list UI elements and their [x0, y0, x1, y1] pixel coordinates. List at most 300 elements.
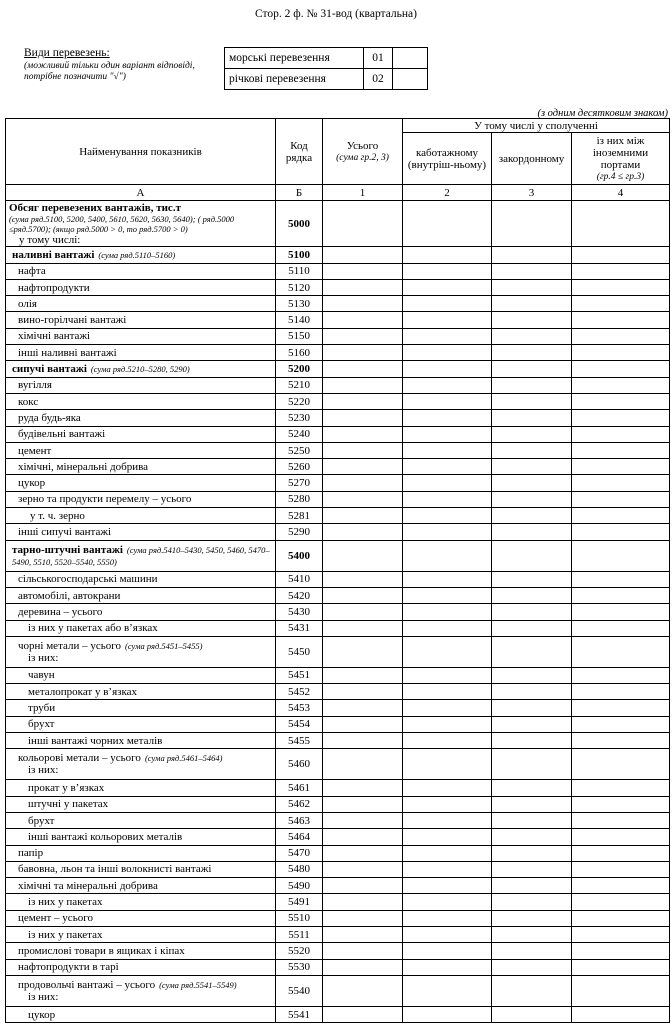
- total-cell[interactable]: [323, 700, 403, 716]
- row-code: 5480: [276, 861, 323, 877]
- row-name: [6, 604, 276, 620]
- table-row: [6, 571, 670, 587]
- row-name-text: штучні у пакетах: [28, 798, 109, 811]
- foreign-ports-cell[interactable]: [572, 620, 670, 636]
- foreign-ports-cell[interactable]: [572, 749, 670, 780]
- row-name: [6, 263, 276, 279]
- cabotage-cell[interactable]: [403, 201, 492, 247]
- cabotage-cell[interactable]: [403, 475, 492, 491]
- row-name-text: бавовна, льон та інші волокнисті вантажі: [18, 863, 212, 876]
- foreign-ports-cell[interactable]: [572, 587, 670, 603]
- row-name-text: вугілля: [18, 379, 52, 392]
- foreign-ports-cell[interactable]: [572, 377, 670, 393]
- cabotage-cell[interactable]: [403, 426, 492, 442]
- river-transport-checkbox[interactable]: [393, 69, 428, 90]
- total-cell[interactable]: [323, 377, 403, 393]
- total-cell[interactable]: [323, 829, 403, 845]
- total-cell[interactable]: [323, 604, 403, 620]
- table-row: [6, 312, 670, 328]
- row-code: 5100: [276, 247, 323, 263]
- row-code: 5491: [276, 894, 323, 910]
- cabotage-cell[interactable]: [403, 345, 492, 361]
- foreign-ports-cell[interactable]: [572, 475, 670, 491]
- header-foreign-ports-note: (гр.4 ≤ гр.3): [596, 171, 645, 182]
- row-code: 5464: [276, 829, 323, 845]
- row-name: [6, 279, 276, 295]
- foreign-ports-cell[interactable]: [572, 943, 670, 959]
- cabotage-cell[interactable]: [403, 459, 492, 475]
- row-name-text: цемент – усього: [18, 912, 93, 925]
- row-name: [6, 943, 276, 959]
- header-total: [323, 119, 403, 185]
- foreign-cell[interactable]: [492, 845, 572, 861]
- cabotage-cell[interactable]: [403, 716, 492, 732]
- row-name-text: брухт: [28, 814, 55, 827]
- foreign-ports-cell[interactable]: [572, 571, 670, 587]
- transport-kind-label: Види перевезень:: [24, 47, 110, 59]
- foreign-cell[interactable]: [492, 410, 572, 426]
- row-name: [6, 247, 276, 263]
- cabotage-cell[interactable]: [403, 975, 492, 1006]
- foreign-cell[interactable]: [492, 345, 572, 361]
- row-name-text: хімічні вантажі: [18, 330, 91, 343]
- cabotage-cell[interactable]: [403, 812, 492, 828]
- total-cell[interactable]: [323, 910, 403, 926]
- cabotage-cell[interactable]: [403, 361, 492, 377]
- table-row: [6, 878, 670, 894]
- row-name-text: нафтопродукти: [18, 281, 90, 294]
- total-cell[interactable]: [323, 684, 403, 700]
- row-name-text: металопрокат у в’язках: [28, 685, 138, 698]
- total-cell[interactable]: [323, 780, 403, 796]
- cabotage-cell[interactable]: [403, 845, 492, 861]
- cabotage-cell[interactable]: [403, 312, 492, 328]
- cabotage-cell[interactable]: [403, 733, 492, 749]
- total-cell[interactable]: [323, 636, 403, 667]
- foreign-ports-cell[interactable]: [572, 975, 670, 1006]
- cabotage-cell[interactable]: [403, 377, 492, 393]
- table-row: [6, 361, 670, 377]
- header-including: У тому числі у сполученні: [403, 119, 670, 133]
- table-row: [6, 975, 670, 1006]
- foreign-ports-cell[interactable]: [572, 312, 670, 328]
- row-name: [6, 829, 276, 845]
- table-row: [6, 345, 670, 361]
- foreign-cell[interactable]: [492, 587, 572, 603]
- foreign-ports-cell[interactable]: [572, 459, 670, 475]
- sea-transport-checkbox[interactable]: [393, 48, 428, 69]
- row-name-text: руда будь-яка: [18, 411, 81, 424]
- row-name: [6, 700, 276, 716]
- table-row: [6, 247, 670, 263]
- cabotage-cell[interactable]: [403, 296, 492, 312]
- cabotage-cell[interactable]: [403, 700, 492, 716]
- total-cell[interactable]: [323, 733, 403, 749]
- foreign-cell[interactable]: [492, 377, 572, 393]
- total-cell[interactable]: [323, 878, 403, 894]
- foreign-cell[interactable]: [492, 700, 572, 716]
- row-code: 5240: [276, 426, 323, 442]
- total-cell[interactable]: [323, 894, 403, 910]
- foreign-cell[interactable]: [492, 312, 572, 328]
- row-name: [6, 812, 276, 828]
- row-code: 5431: [276, 620, 323, 636]
- table-row: [6, 716, 670, 732]
- total-cell[interactable]: [323, 201, 403, 247]
- total-cell[interactable]: [323, 620, 403, 636]
- row-name-text: автомобілі, автокрани: [18, 589, 121, 602]
- foreign-ports-cell[interactable]: [572, 959, 670, 975]
- foreign-cell[interactable]: [492, 475, 572, 491]
- total-cell[interactable]: [323, 393, 403, 409]
- foreign-cell[interactable]: [492, 524, 572, 540]
- foreign-cell[interactable]: [492, 975, 572, 1006]
- foreign-cell[interactable]: [492, 459, 572, 475]
- transport-kind-code: 01: [364, 48, 393, 69]
- total-cell[interactable]: [323, 361, 403, 377]
- foreign-cell[interactable]: [492, 491, 572, 507]
- foreign-ports-cell[interactable]: [572, 279, 670, 295]
- foreign-cell[interactable]: [492, 894, 572, 910]
- total-cell[interactable]: [323, 459, 403, 475]
- foreign-cell[interactable]: [492, 296, 572, 312]
- total-cell[interactable]: [323, 296, 403, 312]
- total-cell[interactable]: [323, 345, 403, 361]
- foreign-cell[interactable]: [492, 926, 572, 942]
- row-name-text: інші сипучі вантажі: [18, 525, 112, 538]
- foreign-ports-cell[interactable]: [572, 700, 670, 716]
- foreign-ports-cell[interactable]: [572, 636, 670, 667]
- header-total-label: Усього: [346, 139, 379, 152]
- total-cell[interactable]: [323, 442, 403, 458]
- cargo-table: [5, 118, 670, 1023]
- row-name-text: інші наливні вантажі: [18, 346, 117, 359]
- row-code: 5260: [276, 459, 323, 475]
- foreign-ports-cell[interactable]: [572, 796, 670, 812]
- foreign-cell[interactable]: [492, 1006, 572, 1022]
- cabotage-cell[interactable]: [403, 508, 492, 524]
- row-code: 5140: [276, 312, 323, 328]
- total-cell[interactable]: [323, 508, 403, 524]
- table-row: [6, 620, 670, 636]
- total-cell[interactable]: [323, 475, 403, 491]
- row-name-text: зерно та продукти перемелу – усього: [18, 493, 192, 506]
- total-cell[interactable]: [323, 845, 403, 861]
- row-code: 5410: [276, 571, 323, 587]
- page-title: Стор. 2 ф. № 31-вод (квартальна): [255, 8, 417, 20]
- row-code: 5220: [276, 393, 323, 409]
- foreign-ports-cell[interactable]: [572, 780, 670, 796]
- total-cell[interactable]: [323, 524, 403, 540]
- row-name: [6, 361, 276, 377]
- row-name-text: хімічні та мінеральні добрива: [18, 879, 158, 892]
- row-name: [6, 508, 276, 524]
- row-code: 5210: [276, 377, 323, 393]
- total-cell[interactable]: [323, 796, 403, 812]
- cabotage-cell[interactable]: [403, 894, 492, 910]
- total-cell[interactable]: [323, 491, 403, 507]
- foreign-ports-cell[interactable]: [572, 1006, 670, 1022]
- total-cell[interactable]: [323, 410, 403, 426]
- transport-kind-note: (можливий тільки один варіант відповіді, потрібне позначити "√"): [24, 61, 195, 82]
- foreign-cell[interactable]: [492, 959, 572, 975]
- row-name-text: цемент: [18, 444, 52, 457]
- row-name-text: нафта: [18, 265, 46, 278]
- foreign-ports-cell[interactable]: [572, 667, 670, 683]
- row-name-text: чавун: [28, 669, 55, 682]
- table-row: [6, 328, 670, 344]
- foreign-cell[interactable]: [492, 201, 572, 247]
- foreign-ports-cell[interactable]: [572, 894, 670, 910]
- cabotage-cell[interactable]: [403, 393, 492, 409]
- row-name-text: продовольчі вантажі – усього: [18, 978, 156, 991]
- table-row: [6, 861, 670, 877]
- foreign-cell[interactable]: [492, 279, 572, 295]
- row-code: 5130: [276, 296, 323, 312]
- row-code: 5430: [276, 604, 323, 620]
- row-name: [6, 894, 276, 910]
- foreign-cell[interactable]: [492, 910, 572, 926]
- cabotage-cell[interactable]: [403, 263, 492, 279]
- foreign-cell[interactable]: [492, 943, 572, 959]
- total-cell[interactable]: [323, 959, 403, 975]
- foreign-ports-cell[interactable]: [572, 733, 670, 749]
- foreign-ports-cell[interactable]: [572, 604, 670, 620]
- table-row: [6, 604, 670, 620]
- total-cell[interactable]: [323, 943, 403, 959]
- foreign-cell[interactable]: [492, 393, 572, 409]
- cabotage-cell[interactable]: [403, 749, 492, 780]
- foreign-ports-cell[interactable]: [572, 247, 670, 263]
- foreign-cell[interactable]: [492, 829, 572, 845]
- total-cell[interactable]: [323, 247, 403, 263]
- foreign-ports-cell[interactable]: [572, 910, 670, 926]
- foreign-ports-cell[interactable]: [572, 684, 670, 700]
- foreign-cell[interactable]: [492, 442, 572, 458]
- row-name-text: будівельні вантажі: [18, 428, 106, 441]
- cabotage-cell[interactable]: [403, 796, 492, 812]
- foreign-ports-cell[interactable]: [572, 491, 670, 507]
- foreign-cell[interactable]: [492, 604, 572, 620]
- transport-kind-code: 02: [364, 69, 393, 90]
- foreign-cell[interactable]: [492, 620, 572, 636]
- row-code: 5530: [276, 959, 323, 975]
- table-row: [6, 1006, 670, 1022]
- foreign-cell[interactable]: [492, 812, 572, 828]
- cabotage-cell[interactable]: [403, 636, 492, 667]
- foreign-ports-cell[interactable]: [572, 361, 670, 377]
- cabotage-cell[interactable]: [403, 247, 492, 263]
- foreign-cell[interactable]: [492, 636, 572, 667]
- foreign-cell[interactable]: [492, 878, 572, 894]
- foreign-ports-cell[interactable]: [572, 345, 670, 361]
- foreign-cell[interactable]: [492, 780, 572, 796]
- foreign-ports-cell[interactable]: [572, 716, 670, 732]
- row-code: 5454: [276, 716, 323, 732]
- foreign-cell[interactable]: [492, 716, 572, 732]
- foreign-ports-cell[interactable]: [572, 524, 670, 540]
- foreign-cell[interactable]: [492, 540, 572, 571]
- cabotage-cell[interactable]: [403, 587, 492, 603]
- cabotage-cell[interactable]: [403, 829, 492, 845]
- foreign-cell[interactable]: [492, 796, 572, 812]
- table-row: [6, 263, 670, 279]
- total-cell[interactable]: [323, 279, 403, 295]
- row-name: [6, 716, 276, 732]
- row-code: 5120: [276, 279, 323, 295]
- total-cell[interactable]: [323, 312, 403, 328]
- row-code: 5150: [276, 328, 323, 344]
- transport-kind-section: [24, 47, 214, 83]
- total-cell[interactable]: [323, 926, 403, 942]
- total-cell[interactable]: [323, 426, 403, 442]
- row-name-text: із них у пакетах або в’язках: [28, 622, 158, 635]
- total-cell[interactable]: [323, 975, 403, 1006]
- cabotage-cell[interactable]: [403, 620, 492, 636]
- foreign-cell[interactable]: [492, 861, 572, 877]
- row-name-text: нафтопродукти в тарі: [18, 961, 119, 974]
- total-cell[interactable]: [323, 1006, 403, 1022]
- cabotage-cell[interactable]: [403, 604, 492, 620]
- cabotage-cell[interactable]: [403, 667, 492, 683]
- row-name-text: із них у пакетах: [28, 896, 103, 909]
- cabotage-cell[interactable]: [403, 524, 492, 540]
- table-row: [6, 377, 670, 393]
- foreign-ports-cell[interactable]: [572, 812, 670, 828]
- foreign-ports-cell[interactable]: [572, 829, 670, 845]
- foreign-ports-cell[interactable]: [572, 540, 670, 571]
- cabotage-cell[interactable]: [403, 943, 492, 959]
- cabotage-cell[interactable]: [403, 684, 492, 700]
- row-name-text: Обсяг перевезених вантажів, тис.т: [9, 201, 181, 214]
- row-code: 5541: [276, 1006, 323, 1022]
- header-code: Код рядка: [276, 119, 323, 185]
- foreign-ports-cell[interactable]: [572, 263, 670, 279]
- cabotage-cell[interactable]: [403, 279, 492, 295]
- row-name-text: олія: [18, 297, 37, 310]
- cabotage-cell[interactable]: [403, 1006, 492, 1022]
- row-name: [6, 524, 276, 540]
- foreign-ports-cell[interactable]: [572, 845, 670, 861]
- foreign-ports-cell[interactable]: [572, 861, 670, 877]
- table-row: [6, 296, 670, 312]
- foreign-cell[interactable]: [492, 361, 572, 377]
- row-name: [6, 749, 276, 780]
- cabotage-cell[interactable]: [403, 910, 492, 926]
- row-name: [6, 571, 276, 587]
- row-code: 5520: [276, 943, 323, 959]
- row-name-text: інші вантажі чорних металів: [28, 734, 163, 747]
- foreign-ports-cell[interactable]: [572, 201, 670, 247]
- header-total-note: (сума гр.2, 3): [336, 152, 389, 163]
- foreign-ports-cell[interactable]: [572, 393, 670, 409]
- cabotage-cell[interactable]: [403, 878, 492, 894]
- row-code: 5420: [276, 587, 323, 603]
- row-code: 5453: [276, 700, 323, 716]
- cabotage-cell[interactable]: [403, 861, 492, 877]
- row-code: 5461: [276, 780, 323, 796]
- row-name-text: хімічні, мінеральні добрива: [18, 460, 149, 473]
- row-code: 5160: [276, 345, 323, 361]
- cabotage-cell[interactable]: [403, 442, 492, 458]
- cabotage-cell[interactable]: [403, 328, 492, 344]
- foreign-ports-cell[interactable]: [572, 328, 670, 344]
- cabotage-cell[interactable]: [403, 540, 492, 571]
- total-cell[interactable]: [323, 667, 403, 683]
- foreign-cell[interactable]: [492, 571, 572, 587]
- column-letters-row: [6, 185, 670, 201]
- cabotage-cell[interactable]: [403, 959, 492, 975]
- total-cell[interactable]: [323, 328, 403, 344]
- row-code: 5110: [276, 263, 323, 279]
- row-name-text: сипучі вантажі: [12, 363, 87, 376]
- foreign-ports-cell[interactable]: [572, 410, 670, 426]
- row-name: [6, 491, 276, 507]
- row-name: [6, 410, 276, 426]
- foreign-cell[interactable]: [492, 667, 572, 683]
- foreign-cell[interactable]: [492, 733, 572, 749]
- row-name-text: цукор: [28, 1008, 56, 1021]
- row-code: 5270: [276, 475, 323, 491]
- row-formula-note: (сума ряд.5410–5430, 5450, 5460, 5470–5490, 5510, 5520–5540, 5550): [12, 544, 270, 567]
- cabotage-cell[interactable]: [403, 571, 492, 587]
- row-name: [6, 540, 276, 571]
- foreign-ports-cell[interactable]: [572, 926, 670, 942]
- row-formula-note: (сума ряд.5461–5464): [144, 753, 223, 764]
- foreign-cell[interactable]: [492, 247, 572, 263]
- row-name-text: деревина – усього: [18, 605, 103, 618]
- foreign-cell[interactable]: [492, 508, 572, 524]
- foreign-ports-cell[interactable]: [572, 508, 670, 524]
- total-cell[interactable]: [323, 812, 403, 828]
- table-row: [6, 636, 670, 667]
- row-code: 5540: [276, 975, 323, 1006]
- cabotage-cell[interactable]: [403, 926, 492, 942]
- foreign-cell[interactable]: [492, 328, 572, 344]
- total-cell[interactable]: [323, 540, 403, 571]
- foreign-cell[interactable]: [492, 263, 572, 279]
- cabotage-cell[interactable]: [403, 780, 492, 796]
- row-code: 5280: [276, 491, 323, 507]
- cabotage-cell[interactable]: [403, 491, 492, 507]
- total-cell[interactable]: [323, 716, 403, 732]
- cabotage-cell[interactable]: [403, 410, 492, 426]
- table-row: [6, 667, 670, 683]
- foreign-cell[interactable]: [492, 749, 572, 780]
- foreign-cell[interactable]: [492, 684, 572, 700]
- row-code: 5000: [276, 201, 323, 247]
- row-code: 5455: [276, 733, 323, 749]
- total-cell[interactable]: [323, 587, 403, 603]
- foreign-ports-cell[interactable]: [572, 878, 670, 894]
- row-code: 5200: [276, 361, 323, 377]
- precision-note: (з одним десятковим знаком): [537, 108, 668, 119]
- total-cell[interactable]: [323, 861, 403, 877]
- row-name: [6, 796, 276, 812]
- row-name: [6, 328, 276, 344]
- total-cell[interactable]: [323, 571, 403, 587]
- foreign-ports-cell[interactable]: [572, 426, 670, 442]
- row-name: [6, 1006, 276, 1022]
- total-cell[interactable]: [323, 263, 403, 279]
- column-letter: Б: [276, 185, 323, 201]
- foreign-ports-cell[interactable]: [572, 296, 670, 312]
- total-cell[interactable]: [323, 749, 403, 780]
- foreign-ports-cell[interactable]: [572, 442, 670, 458]
- foreign-cell[interactable]: [492, 426, 572, 442]
- row-name: [6, 733, 276, 749]
- row-code: 5450: [276, 636, 323, 667]
